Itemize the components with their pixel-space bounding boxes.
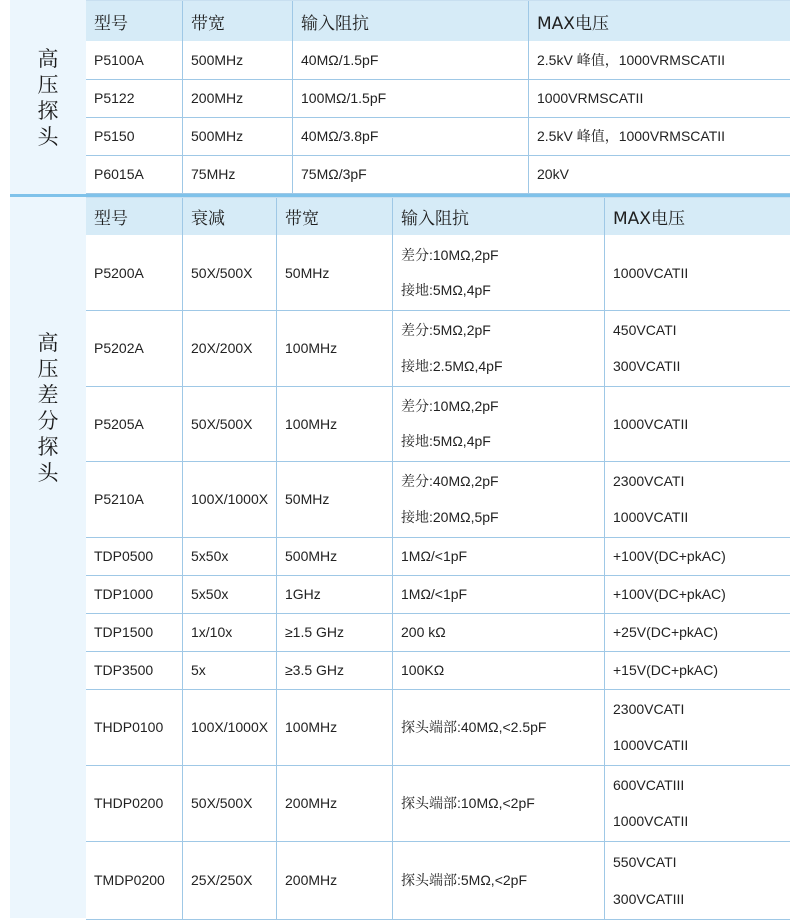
cell-text: 1000VCATII xyxy=(613,415,689,432)
max-voltage-cell xyxy=(604,613,790,651)
cell-text: +100V(DC+pkAC) xyxy=(613,586,726,602)
section-label xyxy=(10,197,86,918)
section-label-char: 探 xyxy=(37,434,59,459)
section-label-char: 高 xyxy=(37,330,59,355)
table-row xyxy=(86,79,790,118)
attenuation-cell xyxy=(182,651,276,689)
bandwidth-cell xyxy=(182,155,292,193)
section-label xyxy=(10,0,86,195)
cell-text: 600VCATIII xyxy=(613,777,685,793)
cell-text: 50MHz xyxy=(285,491,330,507)
max-voltage-cell xyxy=(604,461,790,537)
bandwidth-cell xyxy=(276,386,392,461)
cell-text: 1000VCATII xyxy=(613,813,689,829)
cell-text: 100KΩ xyxy=(401,662,445,678)
max-voltage-cell xyxy=(604,235,790,310)
impedance-cell xyxy=(392,386,604,461)
model-cell xyxy=(86,765,182,841)
table-row xyxy=(86,575,790,614)
impedance-cell xyxy=(392,651,604,689)
cell-text: 75MΩ/3pF xyxy=(301,166,367,182)
cell-text: P5210A xyxy=(94,491,144,507)
section-label-char: 分 xyxy=(37,408,59,433)
cell-text: +25V(DC+pkAC) xyxy=(613,624,719,640)
section-label-char: 头 xyxy=(37,460,59,485)
section-label-char: 头 xyxy=(37,124,59,149)
bandwidth-cell xyxy=(276,235,392,310)
header-bandwidth: 带宽 xyxy=(182,1,292,41)
attenuation-cell xyxy=(182,689,276,765)
model-cell xyxy=(86,537,182,575)
cell-text: 100MHz xyxy=(285,719,338,735)
cell-text: 2.5kV 峰值，1000VRMSCATII xyxy=(537,52,726,68)
section-label-char: 高 xyxy=(37,46,59,71)
model-cell xyxy=(86,155,182,193)
table-row xyxy=(86,41,790,80)
header-model: 型号 xyxy=(94,209,128,229)
model-cell xyxy=(86,575,182,613)
model-cell xyxy=(86,310,182,386)
max-voltage-cell xyxy=(528,41,790,79)
max-voltage-cell xyxy=(528,79,790,117)
impedance-cell xyxy=(392,765,604,841)
section-label-text xyxy=(38,46,59,150)
cell-text: 100X/1000X xyxy=(191,719,269,735)
cell-text: 探头端部:5MΩ,<2pF xyxy=(401,872,527,888)
cell-text: 50X/500X xyxy=(191,795,253,811)
cell-text: 500MHz xyxy=(191,128,244,144)
max-voltage-cell xyxy=(528,155,790,193)
max-voltage-cell xyxy=(604,537,790,575)
model-cell xyxy=(86,689,182,765)
cell-text: 1000VCATII xyxy=(613,509,689,525)
max-voltage-cell xyxy=(604,651,790,689)
impedance-cell xyxy=(292,117,528,155)
cell-text: 300VCATIII xyxy=(613,890,685,907)
cell-text: 2.5kV 峰值，1000VRMSCATII xyxy=(537,128,726,144)
model-cell xyxy=(86,79,182,117)
max-voltage-cell xyxy=(604,841,790,919)
cell-text: 200MHz xyxy=(285,872,338,888)
cell-text: P5150 xyxy=(94,128,135,144)
cell-text: 探头端部:40MΩ,<2.5pF xyxy=(401,719,547,735)
header-max-voltage: MAX电压 xyxy=(528,1,790,41)
impedance-cell xyxy=(392,461,604,537)
cell-text: 差分:40MΩ,2pF xyxy=(401,473,499,489)
model-cell xyxy=(86,651,182,689)
cell-text: 200 kΩ xyxy=(401,624,446,640)
bandwidth-cell xyxy=(276,651,392,689)
attenuation-cell xyxy=(182,537,276,575)
cell-text: 550VCATI xyxy=(613,853,677,870)
table-row xyxy=(86,155,790,194)
cell-text: 75MHz xyxy=(191,166,236,182)
attenuation-cell xyxy=(182,461,276,537)
table-row xyxy=(86,613,790,652)
impedance-cell xyxy=(292,155,528,193)
attenuation-cell xyxy=(182,386,276,461)
cell-text: 1GHz xyxy=(285,586,321,602)
model-cell xyxy=(86,235,182,310)
max-voltage-cell xyxy=(604,310,790,386)
cell-text: P5122 xyxy=(94,90,135,106)
cell-text: 100X/1000X xyxy=(191,491,269,507)
cell-text: 5x50x xyxy=(191,548,229,564)
cell-text: 25X/250X xyxy=(191,872,253,888)
attenuation-cell xyxy=(182,841,276,919)
bandwidth-cell xyxy=(182,41,292,79)
table-row xyxy=(86,841,790,920)
cell-text: 40MΩ/1.5pF xyxy=(301,52,379,68)
cell-text: 20kV xyxy=(537,166,569,182)
bandwidth-cell xyxy=(276,537,392,575)
header-max-voltage: MAX电压 xyxy=(604,198,790,235)
bandwidth-cell xyxy=(276,841,392,919)
header-attenuation: 衰减 xyxy=(182,198,276,235)
cell-text: 200MHz xyxy=(191,90,244,106)
cell-text: 1MΩ/<1pF xyxy=(401,586,468,602)
cell-text: P5202A xyxy=(94,340,144,356)
section-label-char: 压 xyxy=(37,356,59,381)
cell-text: TDP0500 xyxy=(94,548,154,564)
cell-text: THDP0100 xyxy=(94,719,164,735)
max-voltage-cell xyxy=(604,386,790,461)
cell-text: 40MΩ/3.8pF xyxy=(301,128,379,144)
impedance-cell xyxy=(392,537,604,575)
high-voltage-probe-table xyxy=(10,0,790,195)
cell-text: 接地:5MΩ,4pF xyxy=(401,282,491,299)
table-row xyxy=(86,765,790,842)
cell-text: ≥1.5 GHz xyxy=(285,624,345,640)
max-voltage-cell xyxy=(528,117,790,155)
impedance-cell xyxy=(392,575,604,613)
cell-text: TMDP0200 xyxy=(94,872,165,888)
bandwidth-cell xyxy=(276,575,392,613)
impedance-cell xyxy=(392,310,604,386)
impedance-cell xyxy=(392,689,604,765)
impedance-cell xyxy=(292,79,528,117)
cell-text: TDP1000 xyxy=(94,586,154,602)
model-cell xyxy=(86,41,182,79)
table-header xyxy=(86,197,790,235)
header-impedance: 输入阻抗 xyxy=(392,198,604,235)
cell-text: 1x/10x xyxy=(191,624,233,640)
cell-text: 500MHz xyxy=(285,548,338,564)
bandwidth-cell xyxy=(276,765,392,841)
cell-text: THDP0200 xyxy=(94,795,164,811)
cell-text: 接地:5MΩ,4pF xyxy=(401,433,491,450)
model-cell xyxy=(86,613,182,651)
cell-text: 差分:10MΩ,2pF xyxy=(401,246,499,263)
bandwidth-cell xyxy=(276,613,392,651)
model-cell xyxy=(86,461,182,537)
table-row xyxy=(86,235,790,311)
cell-text: +100V(DC+pkAC) xyxy=(613,548,726,564)
cell-text: 2300VCATI xyxy=(613,473,685,489)
model-cell xyxy=(86,386,182,461)
cell-text: 300VCATII xyxy=(613,358,681,374)
cell-text: 5x xyxy=(191,662,206,678)
cell-text: 100MHz xyxy=(285,340,338,356)
bandwidth-cell xyxy=(182,79,292,117)
table-row xyxy=(86,651,790,690)
bandwidth-cell xyxy=(276,689,392,765)
cell-text: TDP1500 xyxy=(94,624,154,640)
section-label-char: 压 xyxy=(37,72,59,97)
cell-text: 500MHz xyxy=(191,52,244,68)
cell-text: 1000VRMSCATII xyxy=(537,90,644,106)
attenuation-cell xyxy=(182,765,276,841)
cell-text: 2300VCATI xyxy=(613,701,685,717)
cell-text: 50X/500X xyxy=(191,264,253,281)
section-label-char: 差 xyxy=(37,382,59,407)
cell-text: 差分:10MΩ,2pF xyxy=(401,397,499,414)
header-impedance: 输入阻抗 xyxy=(292,1,528,41)
max-voltage-cell xyxy=(604,575,790,613)
impedance-cell xyxy=(392,841,604,919)
impedance-cell xyxy=(392,235,604,310)
section-label-text xyxy=(38,330,59,486)
cell-text: 50X/500X xyxy=(191,415,253,432)
section-label-char: 探 xyxy=(37,98,59,123)
bandwidth-cell xyxy=(182,117,292,155)
high-voltage-differential-probe-table xyxy=(10,197,790,918)
cell-text: 1000VCATII xyxy=(613,264,689,281)
cell-text: 50MHz xyxy=(285,264,330,281)
cell-text: 差分:5MΩ,2pF xyxy=(401,322,491,338)
attenuation-cell xyxy=(182,613,276,651)
header-bandwidth: 带宽 xyxy=(276,198,392,235)
cell-text: 200MHz xyxy=(285,795,338,811)
cell-text: 450VCATI xyxy=(613,322,677,338)
cell-text: 100MΩ/1.5pF xyxy=(301,90,387,106)
cell-text: P5100A xyxy=(94,52,144,68)
model-cell xyxy=(86,841,182,919)
attenuation-cell xyxy=(182,235,276,310)
cell-text: P6015A xyxy=(94,166,144,182)
cell-text: 接地:20MΩ,5pF xyxy=(401,509,499,525)
cell-text: ≥3.5 GHz xyxy=(285,662,345,678)
bandwidth-cell xyxy=(276,461,392,537)
cell-text: P5205A xyxy=(94,415,144,432)
cell-text: 探头端部:10MΩ,<2pF xyxy=(401,795,535,811)
max-voltage-cell xyxy=(604,689,790,765)
cell-text: P5200A xyxy=(94,264,144,281)
table-row xyxy=(86,461,790,538)
model-cell xyxy=(86,117,182,155)
cell-text: 接地:2.5MΩ,4pF xyxy=(401,358,503,374)
table-row xyxy=(86,117,790,156)
impedance-cell xyxy=(292,41,528,79)
cell-text: TDP3500 xyxy=(94,662,154,678)
impedance-cell xyxy=(392,613,604,651)
cell-text: 1000VCATII xyxy=(613,737,689,753)
cell-text: +15V(DC+pkAC) xyxy=(613,662,719,678)
table-row xyxy=(86,537,790,576)
table-row xyxy=(86,386,790,462)
header-model: 型号 xyxy=(94,13,128,34)
table-row xyxy=(86,689,790,766)
cell-text: 5x50x xyxy=(191,586,229,602)
cell-text: 1MΩ/<1pF xyxy=(401,548,468,564)
table-header xyxy=(86,0,790,41)
cell-text: 100MHz xyxy=(285,415,338,432)
cell-text: 20X/200X xyxy=(191,340,253,356)
bandwidth-cell xyxy=(276,310,392,386)
attenuation-cell xyxy=(182,575,276,613)
attenuation-cell xyxy=(182,310,276,386)
max-voltage-cell xyxy=(604,765,790,841)
table-row xyxy=(86,310,790,387)
